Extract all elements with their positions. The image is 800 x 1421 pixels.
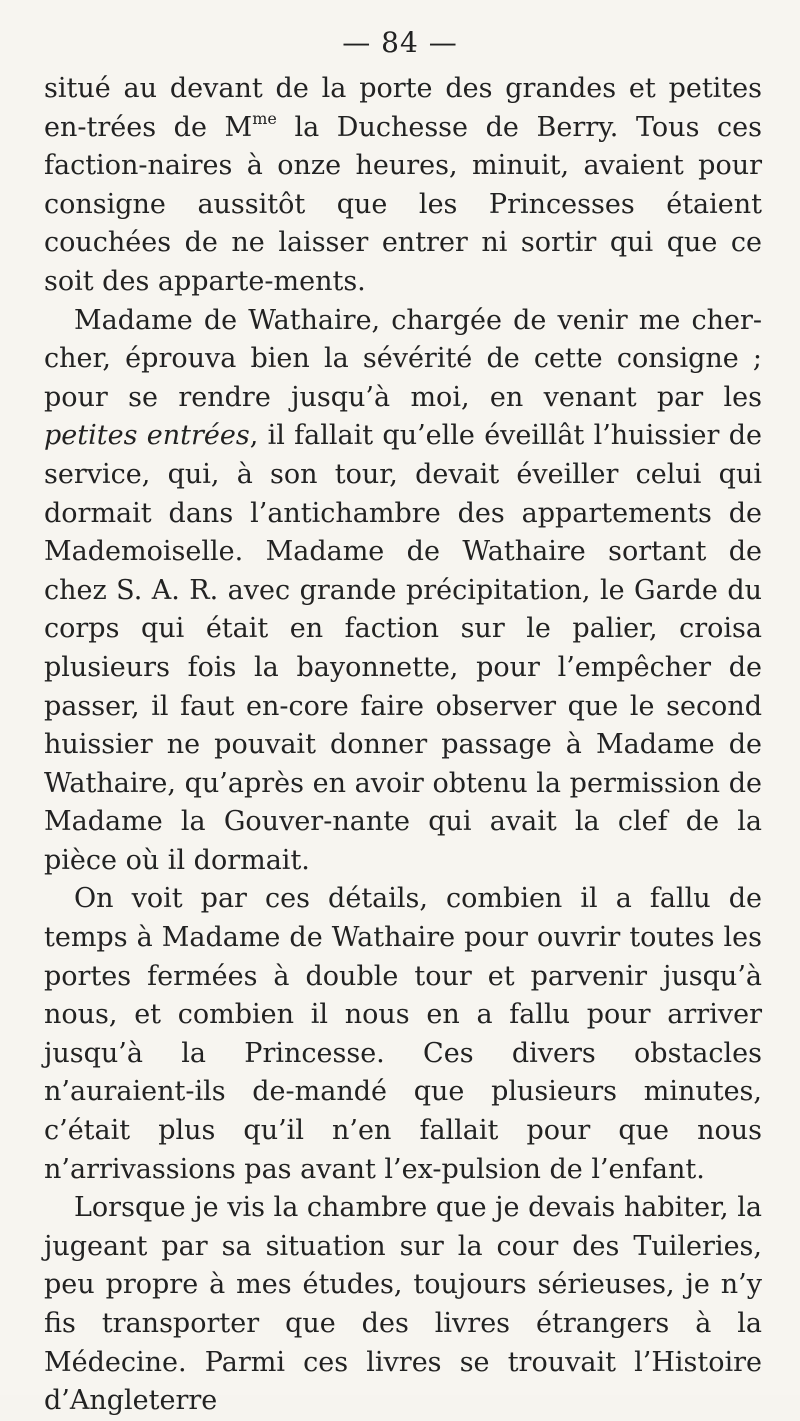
italic-phrase: petites entrées (44, 420, 250, 452)
text-segment: situé au devant de la porte des grandes et petites en-trées de M (44, 73, 762, 143)
superscript-abbreviation: me (252, 108, 277, 128)
paragraph-3 (44, 880, 762, 1189)
text-segment: , il fallait qu’elle éveillât l’huissier de service, qui, à son tour, devait éveiller celui qui dormait dans l’antichambre des appartements de Mademoiselle. Madame de Wathaire sortant de chez S. A. R. avec grande précipitation, le Garde du corps qui était en faction sur le palier, croisa plusieurs fois la bayonnette, pour l’empêcher de passer, il faut en-core faire observer que le second huissier ne pouvait donner passage à Madame de Wathaire, qu’après en avoir obtenu la permission de Madame la Gouver-nante qui avait la clef de la pièce où il dormait. (44, 420, 763, 876)
paragraph-4 (44, 1189, 762, 1421)
text-segment: On voit par ces détails, combien il a fallu de temps à Madame de Wathaire pour ouvrir toutes les portes fermées à double tour et parvenir jusqu’à nous, et combien il nous en a fallu pour arriver jusqu’à la Princesse. Ces divers obstacles n’auraient-ils de-mandé que plusieurs minutes, c’était plus qu’il n’en fallait pour que nous n’arrivassions pas avant l’ex-pulsion de l’enfant. (44, 883, 762, 1185)
text-segment: la Duchesse de Berry. Tous ces faction-naires à onze heures, minuit, avaient pour consigne aussitôt que les Princesses étaient couchées de ne laisser entrer ni sortir qui que ce soit des apparte-ments. (44, 111, 762, 297)
text-segment: Lorsque je vis la chambre que je devais habiter, la jugeant par sa situation sur la cour des Tuileries, peu propre à mes études, toujours sérieuses, je n’y fis transporter que des livres étrangers à la Médecine. Parmi ces livres se trouvait l’Histoire d’Angleterre (44, 1192, 762, 1417)
page-number: — 84 — (342, 26, 458, 59)
text-segment: Madame de Wathaire, chargée de venir me cher-cher, éprouva bien la sévérité de cette consigne ; pour se rendre jusqu’à moi, en venant par les (44, 304, 762, 413)
paragraph-2 (44, 302, 762, 881)
paragraph-1 (44, 70, 762, 302)
body-text (44, 70, 762, 1421)
